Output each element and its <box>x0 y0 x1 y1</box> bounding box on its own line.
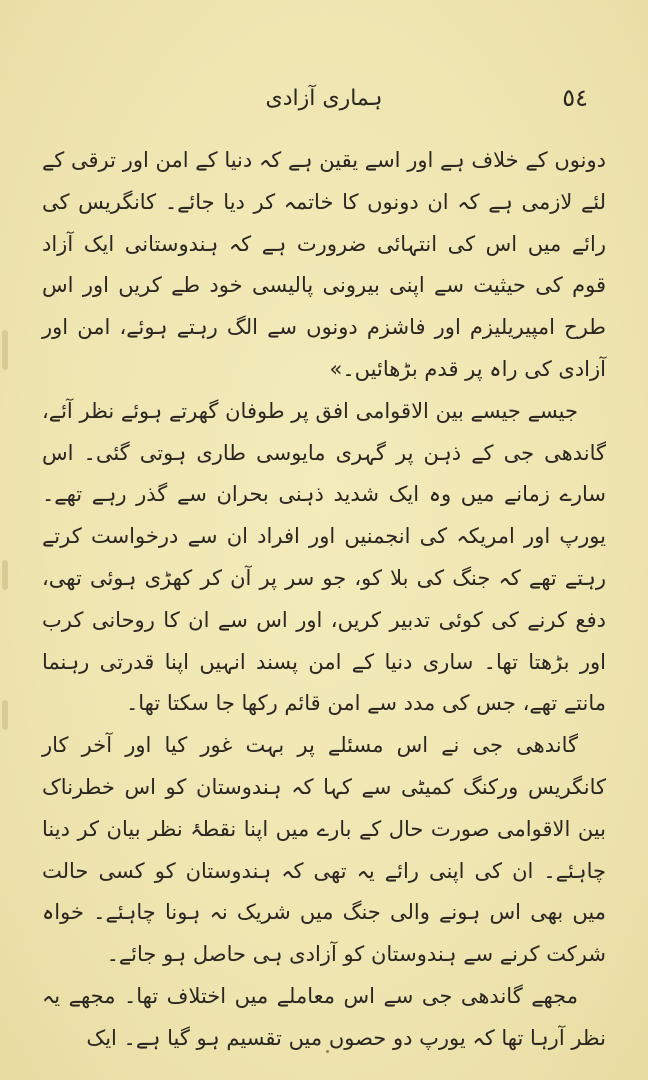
running-title: ہماری آزادی <box>265 86 383 111</box>
page-number: ٥٤ <box>562 84 588 112</box>
paragraph: مجھے گاندھی جی سے اس معاملے میں اختلاف تھا۔ مجھے یہ نظر آرہا تھا کہ یورپ دو حصوں میں تقسیم ہو گیا ہے۔ ایک <box>42 983 606 1050</box>
page-speck <box>326 1050 329 1053</box>
body-text <box>42 140 606 1060</box>
paragraph: جیسے جیسے بین الاقوامی افق پر طوفان گھرتے ہوئے نظر آئے، گاندھی جی کے ذہن پر گہری مایوسی طاری ہوتی گئی۔ اس سارے زمانے میں وہ ایک شدید ذہنی بحران سے گذر رہے تھے۔ یورپ اور امریکہ کی انجمنیں اور افراد ان سے درخواست کرتے رہتے تھے کہ جنگ کی بلا کو، جو سر پر آن کر کھڑی ہوئی تھی، دفع کرنے کی کوئی تدبیر کریں، اور اس سے ان کا روحانی کرب اور بڑھتا تھا۔ ساری دنیا کے امن پسند انہیں اپنا قدرتی رہنما مانتے تھے، جس کی مدد سے امن قائم رکھا جا سکتا تھا۔ <box>42 398 606 716</box>
page-header <box>60 84 588 118</box>
paragraph: گاندھی جی نے اس مسئلے پر بہت غور کیا اور آخر کار کانگریس ورکنگ کمیٹی سے کہا کہ ہندوستان کو اس خطرناک بین الاقوامی صورت حال کے بارے میں اپنا نقطۂ نظر بیان کر دینا چاہئے۔ ان کی اپنی رائے یہ تھی کہ ہندوستان کو کسی حالت میں بھی اس ہونے والی جنگ میں شریک نہ ہونا چاہئے۔ خواہ شرکت کرنے سے ہندوستان کو آزادی ہی حاصل ہو جائے۔ <box>42 733 606 967</box>
paragraph: دونوں کے خلاف ہے اور اسے یقین ہے کہ دنیا کے امن اور ترقی کے لئے لازمی ہے کہ ان دونوں کا خاتمہ کر دیا جائے۔ کانگریس کی رائے میں اس کی انتہائی ضرورت ہے کہ ہندوستانی ایک آزاد قوم کی حیثیت سے اپنی بیرونی پالیسی خود طے کریں اور اس طرح امپیریلیزم اور فاشزم دونوں سے الگ رہتے ہوئے، امن اور آزادی کی راہ پر قدم بڑھائیں۔» <box>42 148 606 381</box>
page-edge-mark <box>2 560 8 590</box>
page-edge-mark <box>2 330 8 370</box>
page-edge-mark <box>2 700 8 730</box>
